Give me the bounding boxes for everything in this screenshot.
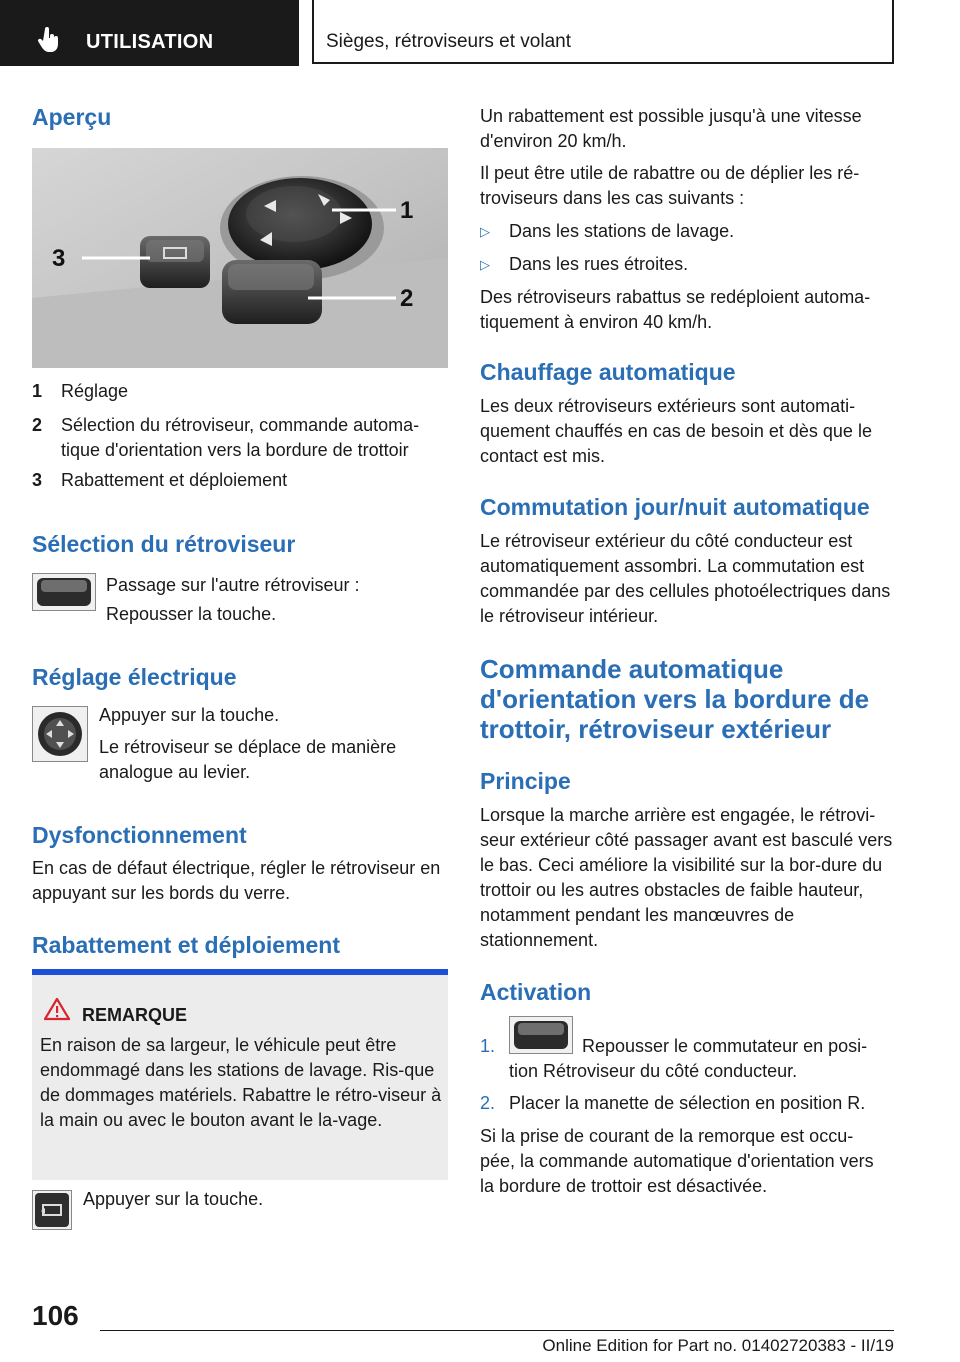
mirror-switch-icon [32,573,96,611]
right-text-3: Des rétroviseurs rabattus se redéploient automa-tiquement à environ 40 km/h. [480,287,871,332]
right-text-2: Il peut être utile de rabattre ou de déplier les ré-troviseurs dans les cas suivants : [480,163,860,208]
mirror-joystick-icon [32,706,88,762]
commutation-text: Le rétroviseur extérieur du côté conducteur est automatiquement assombri. La commutation est commandée par des cellules photoélectriques dans le rétroviseur intérieur. [480,531,891,626]
photo-label-2: 2 [400,285,414,312]
step-num: 1. [480,1036,496,1056]
triangle-bullet-icon: ▷ [480,224,490,239]
legend-text: Rabattement et déploiement [61,470,288,490]
section-title-dysfonctionnement: Dysfonctionnement [32,822,247,848]
page-number: 106 [32,1300,79,1331]
step-text-a: Repousser le commutateur en posi- [582,1036,868,1056]
selection-text-2: Repousser la touche. [106,604,277,624]
principe-text: Lorsque la marche arrière est engagée, le rétrovi-seur extérieur côté passager avant est basculé vers le bas. Ceci améliore la visibilité sur la bor-dure du trottoir ou les autres obstacles de faible hauteur, notamment pendant les manœuvres de stationnement. [480,805,893,950]
legend-num: 3 [32,470,43,490]
reglage-text-1: Appuyer sur la touche. [99,705,280,725]
legend-num: 1 [32,381,43,401]
right-text-last: Si la prise de courant de la remorque est occu-pée, la commande automatique d'orientation vers la bordure de trottoir est désactivée. [480,1126,874,1196]
step-num: 2. [480,1093,496,1113]
section-title-reglage: Réglage électrique [32,664,237,690]
footer-divider [100,1330,894,1331]
section-title-activation: Activation [480,979,592,1005]
section-tab [0,0,299,66]
dysfonctionnement-text: En cas de défaut électrique, régler le rétroviseur en appuyant sur les bords du verre. [32,858,441,903]
step-text-a: Placer la manette de sélection en position R. [509,1093,866,1113]
photo-label-3: 3 [52,245,66,272]
section-title-commande: Commande automatique d'orientation vers la bordure de trottoir, rétroviseur extérieur [480,654,870,744]
mirror-switch-icon [509,1016,573,1054]
note-body: En raison de sa largeur, le véhicule peut être endommagé dans les stations de lavage. Ris-que de dommages matériels. Rabattre le rétro-viseur à la main ou avec le bouton avant le la-vage. [40,1035,442,1130]
page-header [0,0,960,66]
section-label: UTILISATION [86,31,214,53]
mirror-control-photo [32,148,448,368]
hand-pointer-icon [36,26,64,54]
section-title-selection: Sélection du rétroviseur [32,531,296,557]
section-title-principe: Principe [480,768,571,794]
fold-button-icon [32,1190,72,1230]
list-item-text: Dans les stations de lavage. [509,221,735,241]
rabattement-text: Appuyer sur la touche. [83,1189,264,1209]
section-title-apercu: Aperçu [32,104,112,130]
section-title-rabattement: Rabattement et déploiement [32,932,340,958]
triangle-bullet-icon: ▷ [480,257,490,272]
section-title-commutation: Commutation jour/nuit automatique [480,494,870,520]
warning-note [32,969,448,1180]
legend-text: Sélection du rétroviseur, commande automa-tique d'orientation vers la bordure de trottoir [61,415,420,460]
footer-edition: Online Edition for Part no. 01402720383 - II/19 [542,1336,894,1355]
chapter-tab [312,0,894,64]
legend-text: Réglage [61,381,129,401]
reglage-text-2: Le rétroviseur se déplace de manière analogue au levier. [99,737,397,782]
section-title-chauffage: Chauffage automatique [480,359,736,385]
photo-label-1: 1 [400,197,414,224]
right-text-1: Un rabattement est possible jusqu'à une vitesse d'environ 20 km/h. [480,106,862,151]
chauffage-text: Les deux rétroviseurs extérieurs sont automati-quement chauffés en cas de besoin et dès que le contact est mis. [480,396,872,466]
warning-triangle-icon [44,997,70,1021]
legend-num: 2 [32,415,43,435]
note-title: REMARQUE [82,1005,188,1025]
list-item-text: Dans les rues étroites. [509,254,689,274]
selection-text-1: Passage sur l'autre rétroviseur : [106,575,360,595]
chapter-label: Sièges, rétroviseurs et volant [326,31,572,52]
step-text-b: tion Rétroviseur du côté conducteur. [509,1061,798,1081]
